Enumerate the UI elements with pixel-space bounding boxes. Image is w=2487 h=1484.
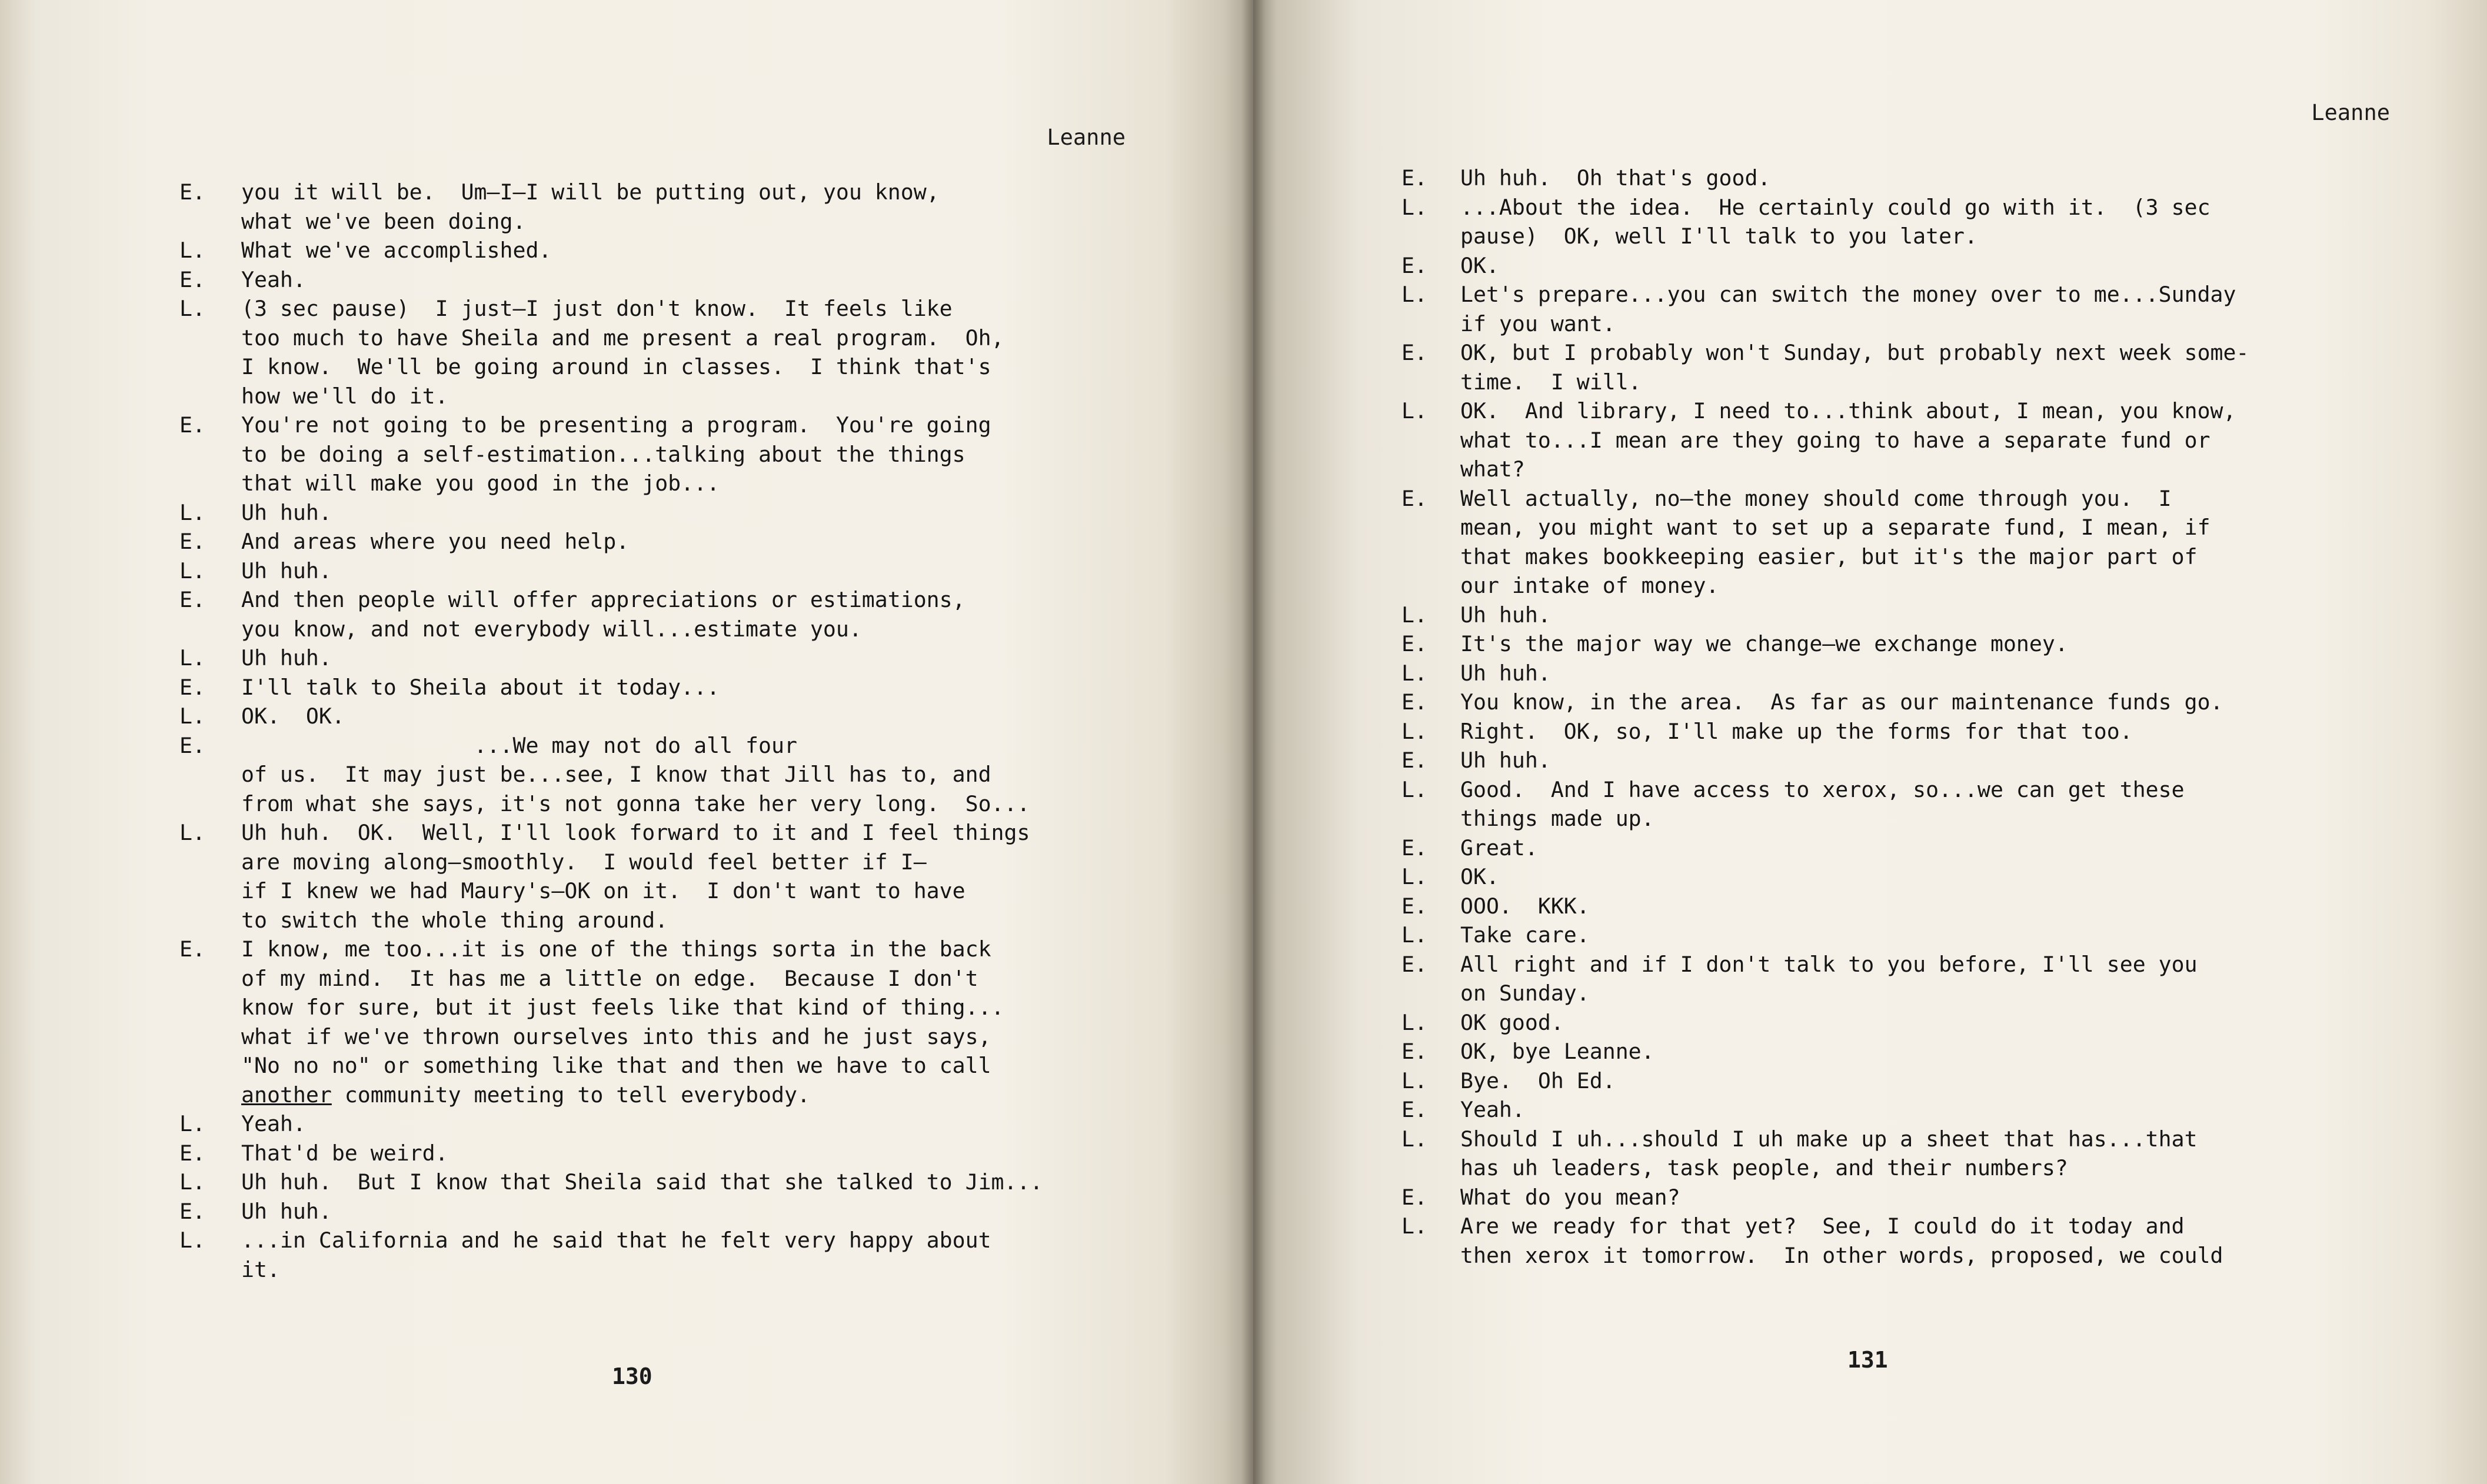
utterance-text: ...We may not do all four of us. It may just be...see, I know that Jill has to, and from what she says, it's not gonna take her very long. So...	[241, 732, 1030, 816]
dialogue-line	[1401, 396, 2366, 484]
utterance-text: Uh huh.	[1460, 748, 1551, 773]
speaker-label: L.	[1401, 398, 1427, 423]
dialogue-line	[179, 236, 1156, 265]
utterance-text: OK. And library, I need to...think about, I mean, you know, what to...I mean are they going to have a separate fund or what?	[1460, 398, 2236, 482]
emphasized-word: another	[241, 1082, 332, 1108]
utterance-text: Should I uh...should I uh make up a sheet that has...that has uh leaders, task people, and their numbers?	[1460, 1126, 2198, 1180]
dialogue-transcript	[1401, 164, 2366, 1270]
utterance-text: That'd be weird.	[241, 1140, 448, 1166]
utterance-text-rest: community meeting to tell everybody.	[331, 1082, 810, 1108]
speaker-label: E.	[1401, 1097, 1427, 1122]
speaker-label: E.	[179, 674, 205, 700]
speaker-label: E.	[1401, 748, 1427, 773]
speaker-label: L.	[1401, 1009, 1427, 1035]
dialogue-transcript	[179, 178, 1156, 1284]
dialogue-line	[1401, 1008, 2366, 1038]
utterance-text: What we've accomplished.	[241, 238, 552, 263]
dialogue-line	[179, 556, 1156, 586]
speaker-label: L.	[1401, 1068, 1427, 1093]
utterance-text: (3 sec pause) I just—I just don't know. It feels like too much to have Sheila and me present a real program. Oh, I know. We'll be going around in classes. I think that's how we'll do it.	[241, 296, 1004, 409]
utterance-text: OOO. KKK.	[1460, 893, 1590, 919]
dialogue-line	[179, 643, 1156, 673]
utterance-text: You know, in the area. As far as our maintenance funds go.	[1460, 689, 2223, 715]
utterance-text: Uh huh.	[241, 558, 332, 583]
utterance-text: What do you mean?	[1460, 1184, 1680, 1210]
speaker-label: E.	[1401, 689, 1427, 715]
speaker-label: L.	[179, 1169, 205, 1195]
dialogue-line	[179, 1139, 1156, 1168]
speaker-label: L.	[1401, 718, 1427, 744]
utterance-text: I know, me too...it is one of the things sorta in the back of my mind. It has me a little on edge. Because I don't know for sure, but it just feels like that kind of thing... what if we've thrown ourselves into this and he just says, "No no no" or something like that and then we have to call	[241, 936, 1004, 1078]
speaker-label: L.	[1401, 1126, 1427, 1152]
dialogue-line	[1401, 892, 2366, 921]
dialogue-line	[1401, 950, 2366, 1008]
speaker-label: E.	[179, 412, 205, 438]
dialogue-line	[1401, 1183, 2366, 1212]
dialogue-line	[1401, 1212, 2366, 1270]
book-gutter	[1241, 0, 1265, 1484]
speaker-label: E.	[179, 266, 205, 292]
utterance-text: Take care.	[1460, 922, 1590, 948]
utterance-text: Uh huh.	[241, 1198, 332, 1224]
utterance-text: And then people will offer appreciations or estimations, you know, and not everybody will...estimate you.	[241, 587, 965, 642]
dialogue-line	[179, 673, 1156, 702]
right-page	[1253, 0, 2487, 1484]
dialogue-line	[179, 1226, 1156, 1284]
dialogue-line	[1401, 746, 2366, 775]
speaker-label: E.	[179, 179, 205, 205]
page-number: 130	[612, 1363, 652, 1389]
dialogue-line	[1401, 601, 2366, 630]
dialogue-line	[1401, 1066, 2366, 1096]
speaker-label: L.	[179, 1111, 205, 1136]
speaker-label: E.	[1401, 893, 1427, 919]
speaker-label: L.	[1401, 282, 1427, 307]
dialogue-line	[179, 498, 1156, 528]
dialogue-line	[1401, 1125, 2366, 1183]
speaker-label: L.	[179, 1228, 205, 1253]
dialogue-line	[179, 1197, 1156, 1226]
utterance-text: OK, but I probably won't Sunday, but probably next week some- time. I will.	[1460, 340, 2249, 395]
dialogue-line	[179, 702, 1156, 731]
dialogue-line	[179, 294, 1156, 411]
speaker-label: L.	[179, 499, 205, 525]
utterance-text: OK, bye Leanne.	[1460, 1039, 1654, 1064]
dialogue-line	[1401, 193, 2366, 251]
speaker-label: E.	[1401, 165, 1427, 191]
utterance-text: Uh huh. Oh that's good.	[1460, 165, 1771, 191]
speaker-label: L.	[1401, 922, 1427, 948]
dialogue-line	[1401, 659, 2366, 688]
dialogue-line	[179, 527, 1156, 556]
utterance-text	[241, 1081, 810, 1110]
speaker-label: L.	[1401, 194, 1427, 220]
running-header: Leanne	[1047, 125, 1126, 150]
speaker-label: E.	[1401, 631, 1427, 656]
utterance-text: Yeah.	[241, 1111, 306, 1136]
speaker-label: E.	[1401, 252, 1427, 278]
speaker-label: E.	[179, 1140, 205, 1166]
speaker-label: L.	[1401, 776, 1427, 802]
dialogue-line	[179, 731, 1156, 819]
speaker-label: L.	[1401, 864, 1427, 889]
dialogue-line	[1401, 688, 2366, 717]
utterance-text: Uh huh. OK. Well, I'll look forward to it and I feel things are moving along—smoothly. I would feel better if I— if I knew we had Maury's—OK on it. I don't want to have to switch the whole thing around.	[241, 820, 1030, 933]
speaker-label: L.	[179, 296, 205, 321]
speaker-label: L.	[179, 703, 205, 729]
dialogue-line	[1401, 833, 2366, 863]
speaker-label: E.	[1401, 1039, 1427, 1064]
speaker-label: E.	[179, 732, 205, 758]
dialogue-line	[179, 411, 1156, 498]
dialogue-line	[1401, 1037, 2366, 1066]
speaker-label: L.	[1401, 660, 1427, 686]
dialogue-line	[1401, 338, 2366, 396]
speaker-label: L.	[179, 820, 205, 845]
utterance-text: ...in California and he said that he felt very happy about it.	[241, 1228, 991, 1282]
utterance-text: Good. And I have access to xerox, so...we can get these things made up.	[1460, 776, 2185, 831]
utterance-text: Bye. Oh Ed.	[1460, 1068, 1616, 1093]
speaker-label: E.	[179, 1198, 205, 1224]
speaker-label: E.	[1401, 1184, 1427, 1210]
dialogue-line	[1401, 280, 2366, 338]
speaker-label: E.	[1401, 340, 1427, 365]
dialogue-line	[1401, 164, 2366, 193]
dialogue-line	[1401, 484, 2366, 601]
dialogue-line	[179, 585, 1156, 643]
speaker-label: L.	[179, 645, 205, 671]
speaker-label: E.	[1401, 485, 1427, 511]
utterance-text: Uh huh.	[1460, 602, 1551, 628]
utterance-text: OK. OK.	[241, 703, 345, 729]
dialogue-line	[179, 1168, 1156, 1197]
utterance-text: Well actually, no—the money should come through you. I mean, you might want to set up a separate fund, I mean, if that makes bookkeeping easier, but it's the major part of our intake of money.	[1460, 485, 2210, 598]
utterance-text: Let's prepare...you can switch the money over to me...Sunday if you want.	[1460, 282, 2236, 336]
utterance-text: Yeah.	[241, 266, 306, 292]
dialogue-line	[1401, 717, 2366, 746]
speaker-label: E.	[179, 936, 205, 962]
utterance-text: Uh huh.	[241, 499, 332, 525]
utterance-text: ...About the idea. He certainly could go with it. (3 sec pause) OK, well I'll talk to you later.	[1460, 194, 2210, 249]
running-header: Leanne	[2311, 100, 2390, 125]
dialogue-line	[1401, 1095, 2366, 1125]
utterance-text: Great.	[1460, 835, 1538, 861]
utterance-text: Yeah.	[1460, 1097, 1525, 1122]
utterance-text: It's the major way we change—we exchange money.	[1460, 631, 2068, 656]
speaker-label: E.	[1401, 951, 1427, 977]
speaker-label: E.	[179, 587, 205, 612]
utterance-text: Uh huh.	[1460, 660, 1551, 686]
dialogue-line	[1401, 629, 2366, 659]
speaker-label: L.	[1401, 602, 1427, 628]
utterance-text: All right and if I don't talk to you before, I'll see you on Sunday.	[1460, 951, 2198, 1006]
dialogue-line	[1401, 251, 2366, 281]
dialogue-line	[179, 1081, 1156, 1110]
utterance-text: And areas where you need help.	[241, 529, 630, 554]
utterance-text: Are we ready for that yet? See, I could do it today and then xerox it tomorrow. In other words, proposed, we could	[1460, 1213, 2223, 1268]
utterance-text: you it will be. Um—I—I will be putting out, you know, what we've been doing.	[241, 179, 940, 234]
dialogue-line	[179, 1109, 1156, 1139]
dialogue-line	[179, 818, 1156, 935]
speaker-label: L.	[1401, 1213, 1427, 1239]
utterance-text: OK good.	[1460, 1009, 1564, 1035]
speaker-label: L.	[179, 558, 205, 583]
dialogue-line	[1401, 862, 2366, 892]
utterance-text: Right. OK, so, I'll make up the forms for that too.	[1460, 718, 2133, 744]
utterance-text: Uh huh. But I know that Sheila said that she talked to Jim...	[241, 1169, 1043, 1195]
speaker-label: E.	[179, 529, 205, 554]
speaker-label: L.	[179, 238, 205, 263]
speaker-label: E.	[1401, 835, 1427, 861]
utterance-text: OK.	[1460, 252, 1499, 278]
dialogue-line	[179, 178, 1156, 236]
utterance-text: I'll talk to Sheila about it today...	[241, 674, 720, 700]
dialogue-line	[1401, 775, 2366, 833]
dialogue-line	[179, 935, 1156, 1081]
utterance-text: OK.	[1460, 864, 1499, 889]
dialogue-line	[179, 265, 1156, 295]
dialogue-line	[1401, 921, 2366, 950]
utterance-text: Uh huh.	[241, 645, 332, 671]
page-number: 131	[1847, 1347, 1888, 1373]
utterance-text: You're not going to be presenting a program. You're going to be doing a self-estimation...talking about the things that will make you good in the job...	[241, 412, 991, 496]
